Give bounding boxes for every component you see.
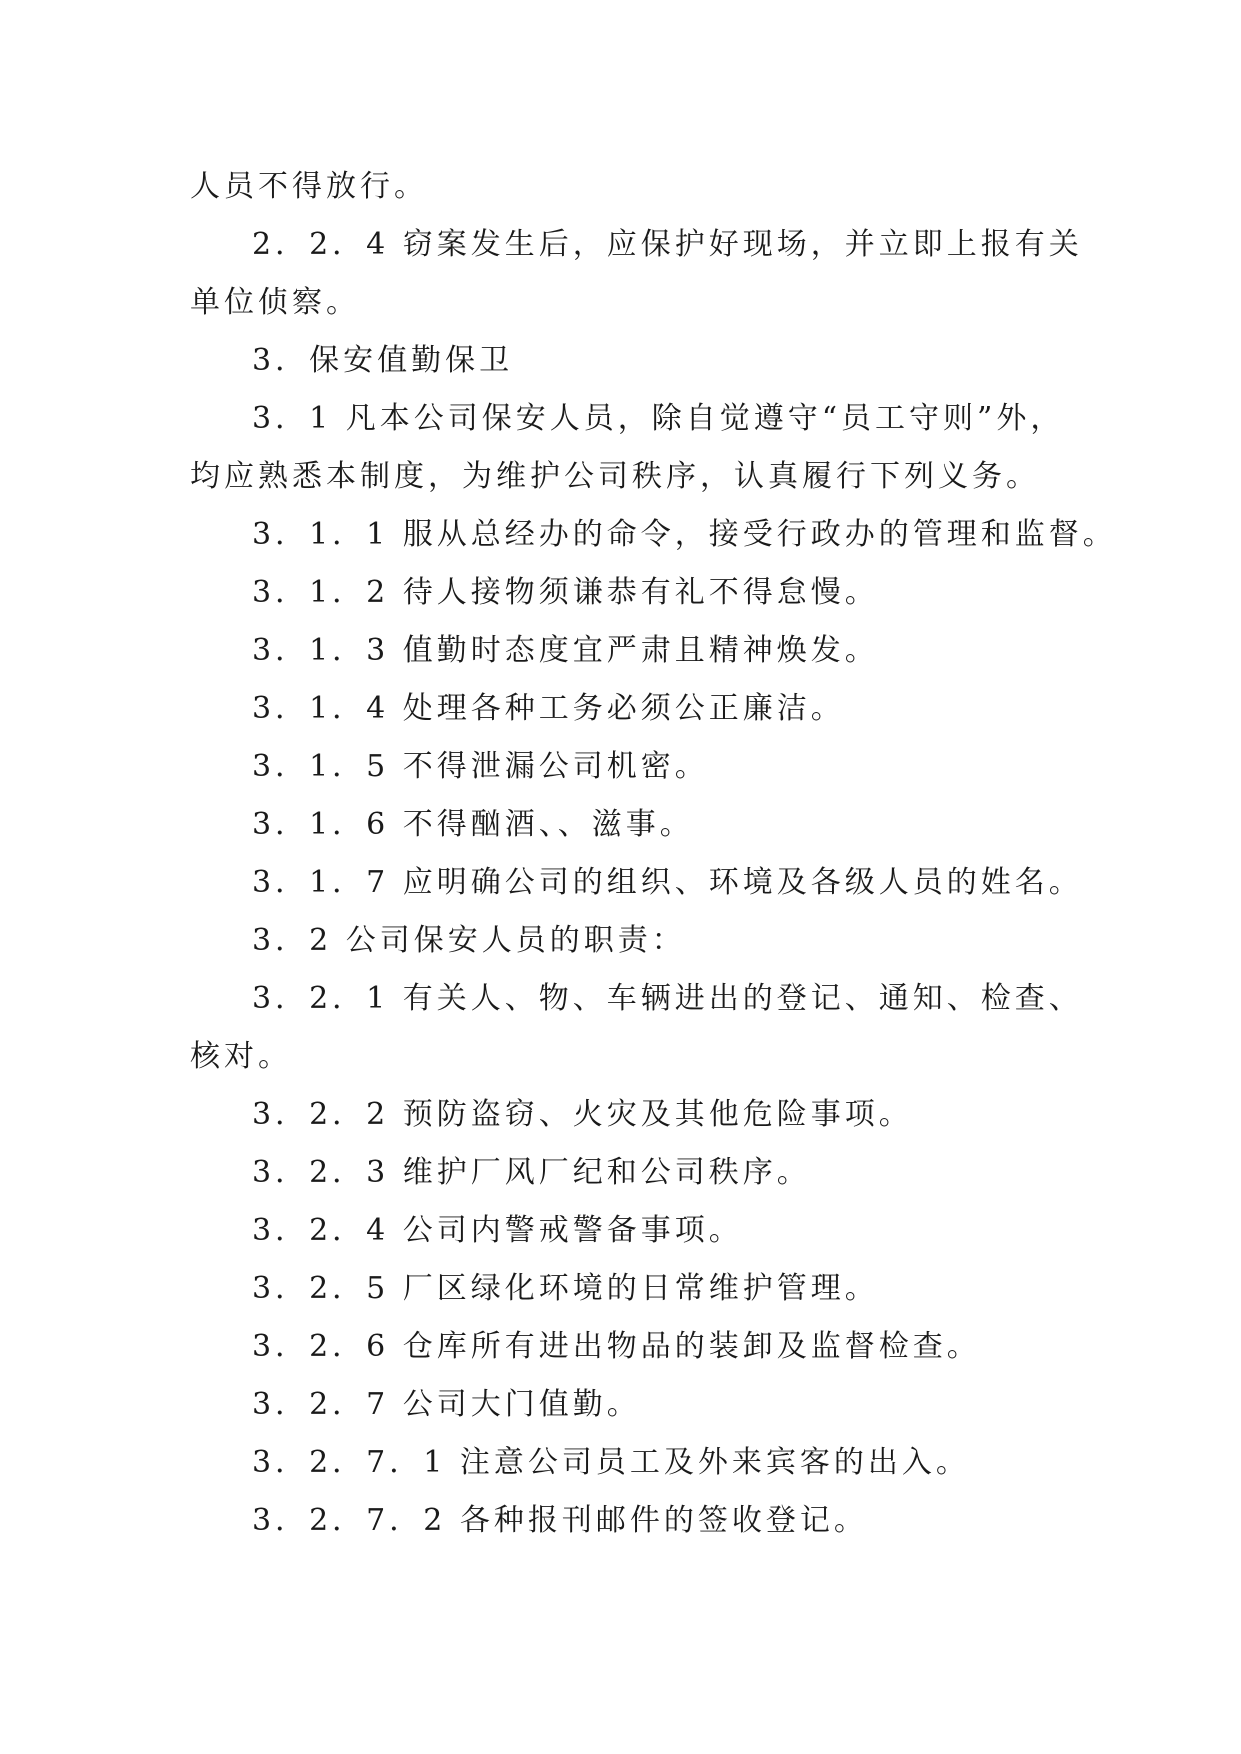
text-line: 3．2．3 维护厂风厂纪和公司秩序。 xyxy=(252,1155,811,1190)
text-line: 3．2．7．1 注意公司员工及外来宾客的出入。 xyxy=(252,1445,970,1480)
text-line: 3．2．7 公司大门值勤。 xyxy=(252,1387,641,1422)
text-line: 3．1．5 不得泄漏公司机密。 xyxy=(252,749,709,784)
text-line: 核对。 xyxy=(190,1039,292,1074)
text-line: 3．1．2 待人接物须谦恭有礼不得怠慢。 xyxy=(252,575,879,610)
text-line: 3．1．1 服从总经办的命令，接受行政办的管理和监督。 xyxy=(252,517,1117,552)
section-heading: 3．保安值勤保卫 xyxy=(252,343,514,378)
text-line: 3．2．1 有关人、物、车辆进出的登记、通知、检查、 xyxy=(252,981,1083,1016)
text-line: 3．2．4 公司内警戒警备事项。 xyxy=(252,1213,743,1248)
text-line: 2．2．4 窃案发生后，应保护好现场，并立即上报有关 xyxy=(252,227,1083,262)
text-line: 3．1．7 应明确公司的组织、环境及各级人员的姓名。 xyxy=(252,865,1083,900)
text-line: 3．1．6 不得酗酒、、滋事。 xyxy=(252,807,694,842)
text-line: 3．2．5 厂区绿化环境的日常维护管理。 xyxy=(252,1271,879,1306)
text-line: 3．2 公司保安人员的职责： xyxy=(252,923,686,958)
text-line: 3．1．3 值勤时态度宜严肃且精神焕发。 xyxy=(252,633,879,668)
document-body xyxy=(190,158,1117,1550)
text-line: 3．2．2 预防盗窃、火灾及其他危险事项。 xyxy=(252,1097,913,1132)
text-line: 3．2．7．2 各种报刊邮件的签收登记。 xyxy=(252,1503,868,1538)
text-line: 人员不得放行。 xyxy=(190,169,428,204)
text-line: 均应熟悉本制度，为维护公司秩序，认真履行下列义务。 xyxy=(190,459,1040,494)
text-line: 3．1．4 处理各种工务必须公正廉洁。 xyxy=(252,691,845,726)
text-line: 3．2．6 仓库所有进出物品的装卸及监督检查。 xyxy=(252,1329,981,1364)
text-line: 单位侦察。 xyxy=(190,285,360,320)
text-line: 3．1 凡本公司保安人员，除自觉遵守“员工守则”外， xyxy=(252,401,1065,436)
